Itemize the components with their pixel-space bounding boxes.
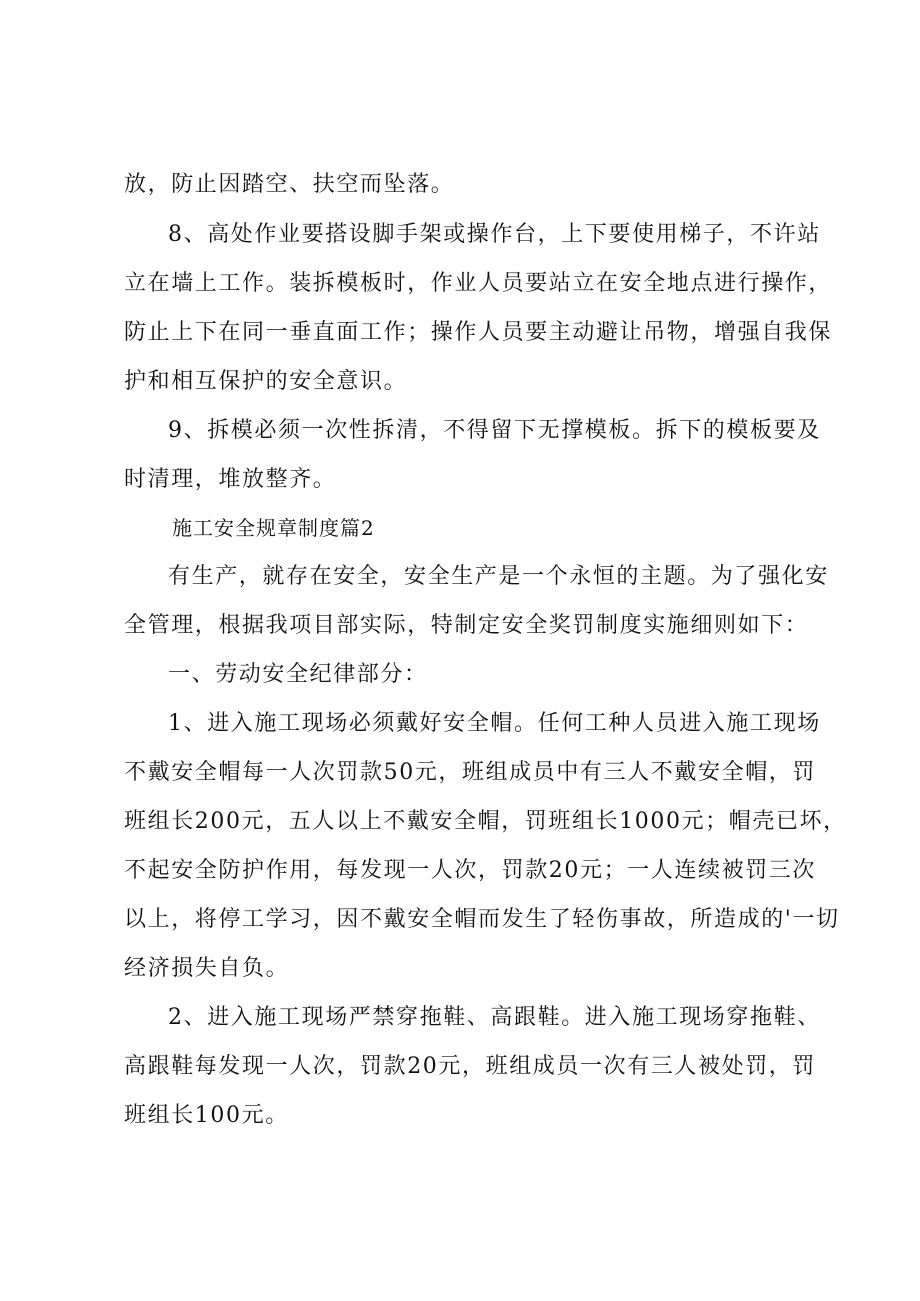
paragraph-line: 时清理，堆放整齐。 bbox=[124, 467, 337, 492]
paragraph-line: 班组长100元。 bbox=[124, 1103, 289, 1128]
paragraph-line: 立在墙上工作。装拆模板时，作业人员要站立在安全地点进行操作， bbox=[124, 271, 833, 296]
paragraph-line: 防止上下在同一垂直面工作；操作人员要主动避让吊物，增强自我保 bbox=[124, 320, 833, 345]
paragraph-line: 以上，将停工学习，因不戴安全帽而发生了轻伤事故，所造成的'一切 bbox=[124, 907, 840, 932]
paragraph-line: 高跟鞋每发现一人次，罚款20元，班组成员一次有三人被处罚，罚 bbox=[124, 1054, 816, 1079]
paragraph-line: 不戴安全帽每一人次罚款50元，班组成员中有三人不戴安全帽，罚 bbox=[124, 760, 816, 785]
paragraph-line: 全管理，根据我项目部实际，特制定安全奖罚制度实施细则如下： bbox=[124, 613, 809, 638]
paragraph-line: 护和相互保护的安全意识。 bbox=[124, 369, 408, 394]
paragraph-line: 有生产，就存在安全，安全生产是一个永恒的主题。为了强化安 bbox=[168, 564, 829, 589]
paragraph-line: 9、拆模必须一次性拆清，不得留下无撑模板。拆下的模板要及 bbox=[168, 418, 821, 443]
paragraph-line: 一、劳动安全纪律部分： bbox=[168, 662, 428, 687]
paragraph-line: 放，防止因踏空、扶空而坠落。 bbox=[124, 172, 455, 197]
paragraph-line: 1、进入施工现场必须戴好安全帽。任何工种人员进入施工现场 bbox=[168, 711, 821, 736]
paragraph-line: 2、进入施工现场严禁穿拖鞋、高跟鞋。进入施工现场穿拖鞋、 bbox=[168, 1005, 821, 1030]
paragraph-line: 不起安全防护作用，每发现一人次，罚款20元；一人连续被罚三次 bbox=[124, 858, 816, 883]
section-heading: 施工安全规章制度篇2 bbox=[172, 516, 375, 540]
paragraph-line: 经济损失自负。 bbox=[124, 956, 290, 981]
paragraph-line: 班组长200元，五人以上不戴安全帽，罚班组长1000元；帽壳已坏， bbox=[124, 809, 847, 834]
paragraph-line: 8、高处作业要搭设脚手架或操作台，上下要使用梯子，不许站 bbox=[168, 222, 821, 247]
